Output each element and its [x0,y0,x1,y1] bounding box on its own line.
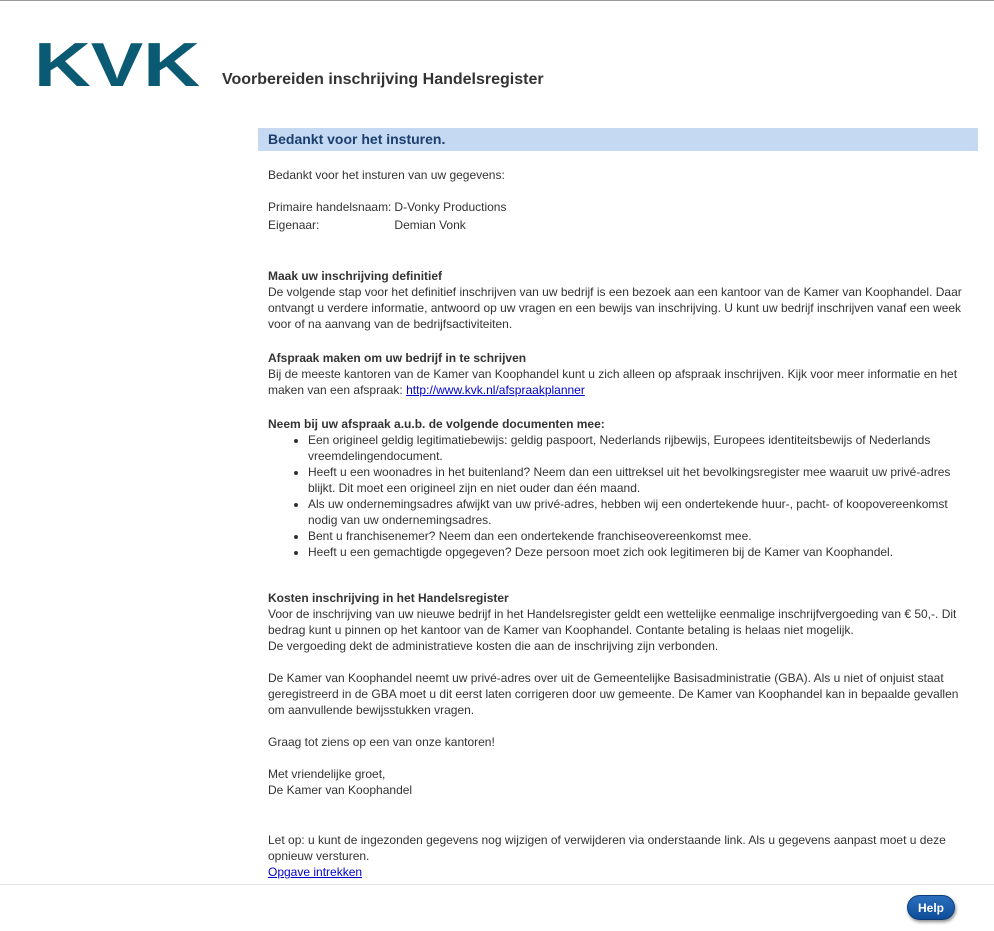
section-documenten [268,416,968,560]
afzender-text: De Kamer van Koophandel [268,783,413,797]
list-item: • Een origineel geldig legitimatiebewijs: geldig paspoort, Nederlands rijbewijs, Europees identiteitsbewijs of Nederlands vreemdelingendocument. [308,432,968,464]
summary-row [267,199,508,217]
documenten-list [268,432,968,560]
summary-label: Eigenaar: [268,218,320,232]
list-item: • Heeft u een woonadres in het buitenland? Neem dan een uittreksel uit het bevolkingsregister mee waaruit uw privé-adres blijkt. Dit moet een origineel zijn en niet ouder dan één maand. [308,464,968,496]
gba-text: De Kamer van Koophandel neemt uw privé-adres over uit de Gemeentelijke Basisadministratie (GBA). Als u niet of onjuist staat geregistreerd in de GBA moet u dit eerst laten corrigeren door uw gemeente. De Kamer van Koophandel kan in bepaalde gevallen om aanvullende bewijsstukken vragen. [268,671,959,717]
list-item: • Heeft u een gemachtigde opgegeven? Deze persoon moet zich ook legitimeren bij de Kamer van Koophandel. [308,544,968,560]
afspraak-text: Bij de meeste kantoren van de Kamer van Koophandel kunt u zich alleen op afspraak inschrijven. Kijk voor meer informatie en het maken van een afspraak: [268,367,958,397]
afspraakplanner-link[interactable]: http://www.kvk.nl/afspraakplanner [406,383,585,397]
afspraak-heading: Afspraak maken om uw bedrijf in te schrijven [268,351,527,365]
definitief-text: De volgende stap voor het definitief inschrijven van uw bedrijf is een bezoek aan een kantoor van de Kamer van Koophandel. Daar ontvangt u verdere informatie, antwoord op uw vragen en een bewijs van inschrijving. U kunt uw bedrijf inschrijven vanaf een week voor of na aanvang van de bedrijfsactiviteiten. [268,285,962,331]
list-item: • Als uw ondernemingsadres afwijkt van uw privé-adres, hebben wij een ondertekende huur-, pacht- of koopovereenkomst nodig van uw ondernemingsadres. [308,496,968,528]
help-button[interactable]: Help [907,895,955,920]
page-title: Voorbereiden inschrijving Handelsregister [222,71,544,88]
section-afspraak [268,350,968,398]
summary-label: Primaire handelsnaam: [268,200,392,214]
summary-value: D-Vonky Productions [394,200,507,214]
groet-text: Met vriendelijke groet, [268,767,386,781]
signature [268,766,968,798]
opgave-intrekken-link[interactable]: Opgave intrekken [268,865,363,879]
tot-ziens-text: Graag tot ziens op een van onze kantoren! [268,735,495,749]
intrekken-paragraph [268,864,968,880]
list-item: • Bent u franchisenemer? Neem dan een ondertekende franchiseovereenkomst mee. [308,528,968,544]
main-content [268,167,968,880]
documenten-heading: Neem bij uw afspraak a.u.b. de volgende documenten mee: [268,417,605,431]
kvk-logo-mark [34,40,200,87]
kvk-logo [34,40,200,87]
definitief-heading: Maak uw inschrijving definitief [268,269,443,283]
section-kosten [268,590,968,654]
kosten-text-2: De vergoeding dekt de administratieve kosten die aan de inschrijving zijn verbonden. [268,639,719,653]
let-op-text: Let op: u kunt de ingezonden gegevens nog wijzigen of verwijderen via onderstaande link. Als u gegevens aanpast moet u deze opnieuw versturen. [268,833,946,863]
banner-title: Bedankt voor het insturen. [268,131,446,147]
summary-table [267,199,508,235]
confirmation-banner [258,128,978,151]
top-divider [0,0,994,1]
footer-divider [0,884,994,885]
intro-text: Bedankt voor het insturen van uw gegevens: [268,168,505,182]
summary-value: Demian Vonk [394,218,466,232]
summary-row [267,217,508,235]
kosten-heading: Kosten inschrijving in het Handelsregister [268,591,509,605]
svg-text:KVK: KVK [34,40,200,87]
kosten-text: Voor de inschrijving van uw nieuwe bedrijf in het Handelsregister geldt een wettelijke eenmalige inschrijfvergoeding van € 50,-. Dit bedrag kunt u pinnen op het kantoor van de Kamer van Koophandel. Contante betaling is helaas niet mogelijk. [268,607,957,637]
section-definitief [268,268,968,332]
afspraak-paragraph [268,366,968,398]
